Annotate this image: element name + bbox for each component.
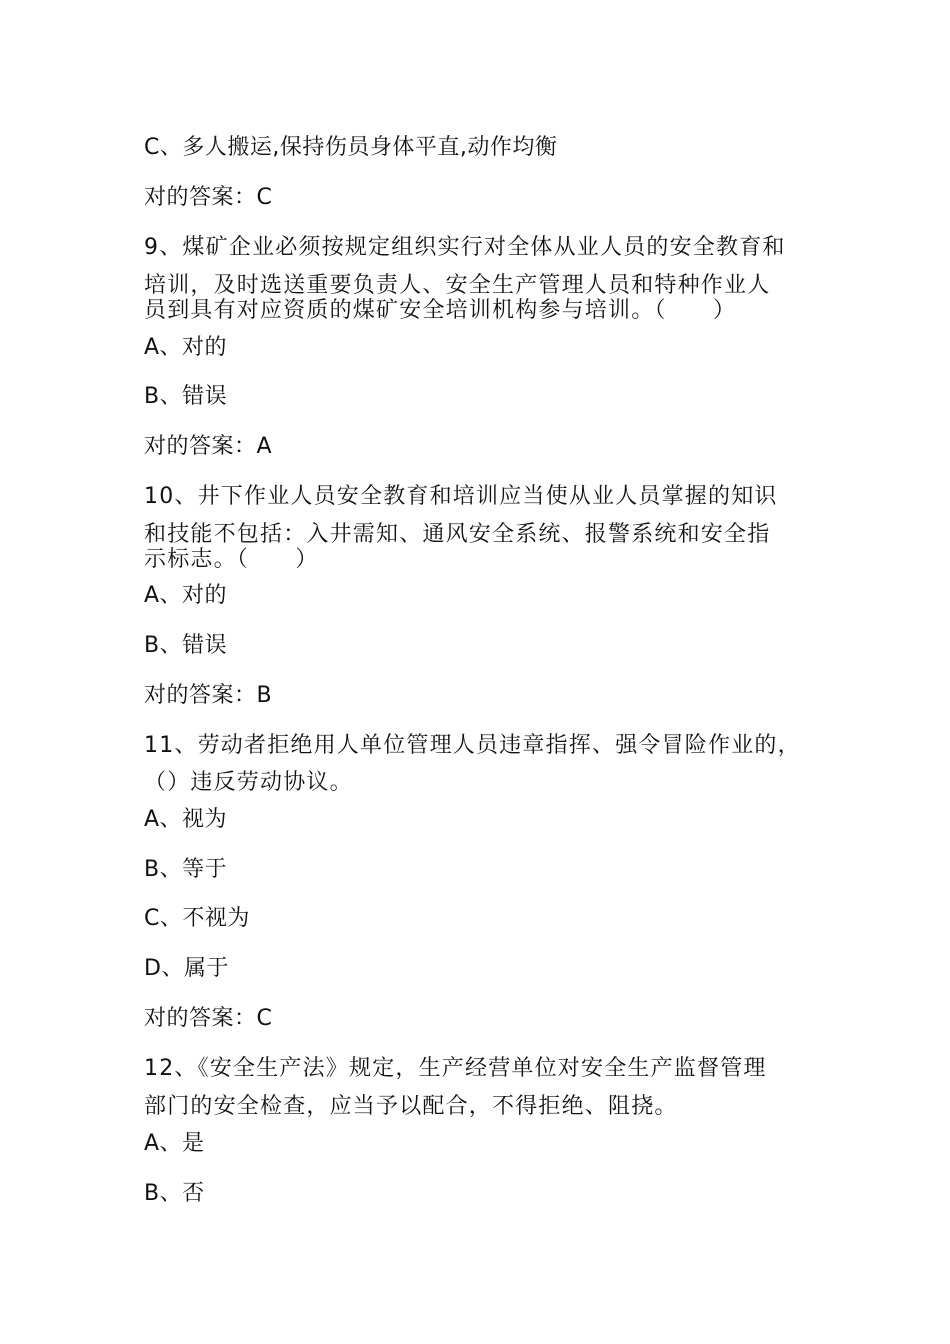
option-a-q12: A、是 xyxy=(144,1131,205,1156)
answer-q10: 对的答案：B xyxy=(144,683,273,708)
question-12-line-2: 部门的安全检查，应当予以配合，不得拒绝、阻挠。 xyxy=(144,1094,678,1119)
question-10-line-3: 示标志。（ ） xyxy=(144,547,319,572)
option-d-q11: D、属于 xyxy=(144,956,229,981)
question-9-line-2: 培训，及时选送重要负责人、安全生产管理人员和特种作业人 xyxy=(144,273,771,298)
option-b-q12: B、否 xyxy=(144,1181,205,1206)
question-10-line-2: 和技能不包括：入井需知、通风安全系统、报警系统和安全指 xyxy=(144,522,771,547)
option-b-q10: B、错误 xyxy=(144,633,228,658)
option-c-q11: C、不视为 xyxy=(144,906,250,931)
question-9-line-1: 9、煤矿企业必须按规定组织实行对全体从业人员的安全教育和 xyxy=(144,235,786,260)
option-a-q10: A、对的 xyxy=(144,583,228,608)
option-c-q8: C、多人搬运,保持伤员身体平直,动作均衡 xyxy=(144,135,558,160)
question-11-line-2: （）违反劳动协议。 xyxy=(144,770,353,795)
answer-q11: 对的答案：C xyxy=(144,1006,273,1031)
question-10-line-1: 10、井下作业人员安全教育和培训应当使从业人员掌握的知识 xyxy=(144,484,778,509)
answer-q8: 对的答案：C xyxy=(144,185,273,210)
option-a-q9: A、对的 xyxy=(144,335,228,360)
option-b-q11: B、等于 xyxy=(144,857,228,882)
option-a-q11: A、视为 xyxy=(144,807,228,832)
question-12-line-1: 12、《安全生产法》规定，生产经营单位对安全生产监督管理 xyxy=(144,1056,767,1081)
option-b-q9: B、错误 xyxy=(144,384,228,409)
question-11-line-1: 11、劳动者拒绝用人单位管理人员违章指挥、强令冒险作业的， xyxy=(144,733,801,758)
answer-q9: 对的答案：A xyxy=(144,434,273,459)
question-9-line-3: 员到具有对应资质的煤矿安全培训机构参与培训。（ ） xyxy=(144,298,737,323)
